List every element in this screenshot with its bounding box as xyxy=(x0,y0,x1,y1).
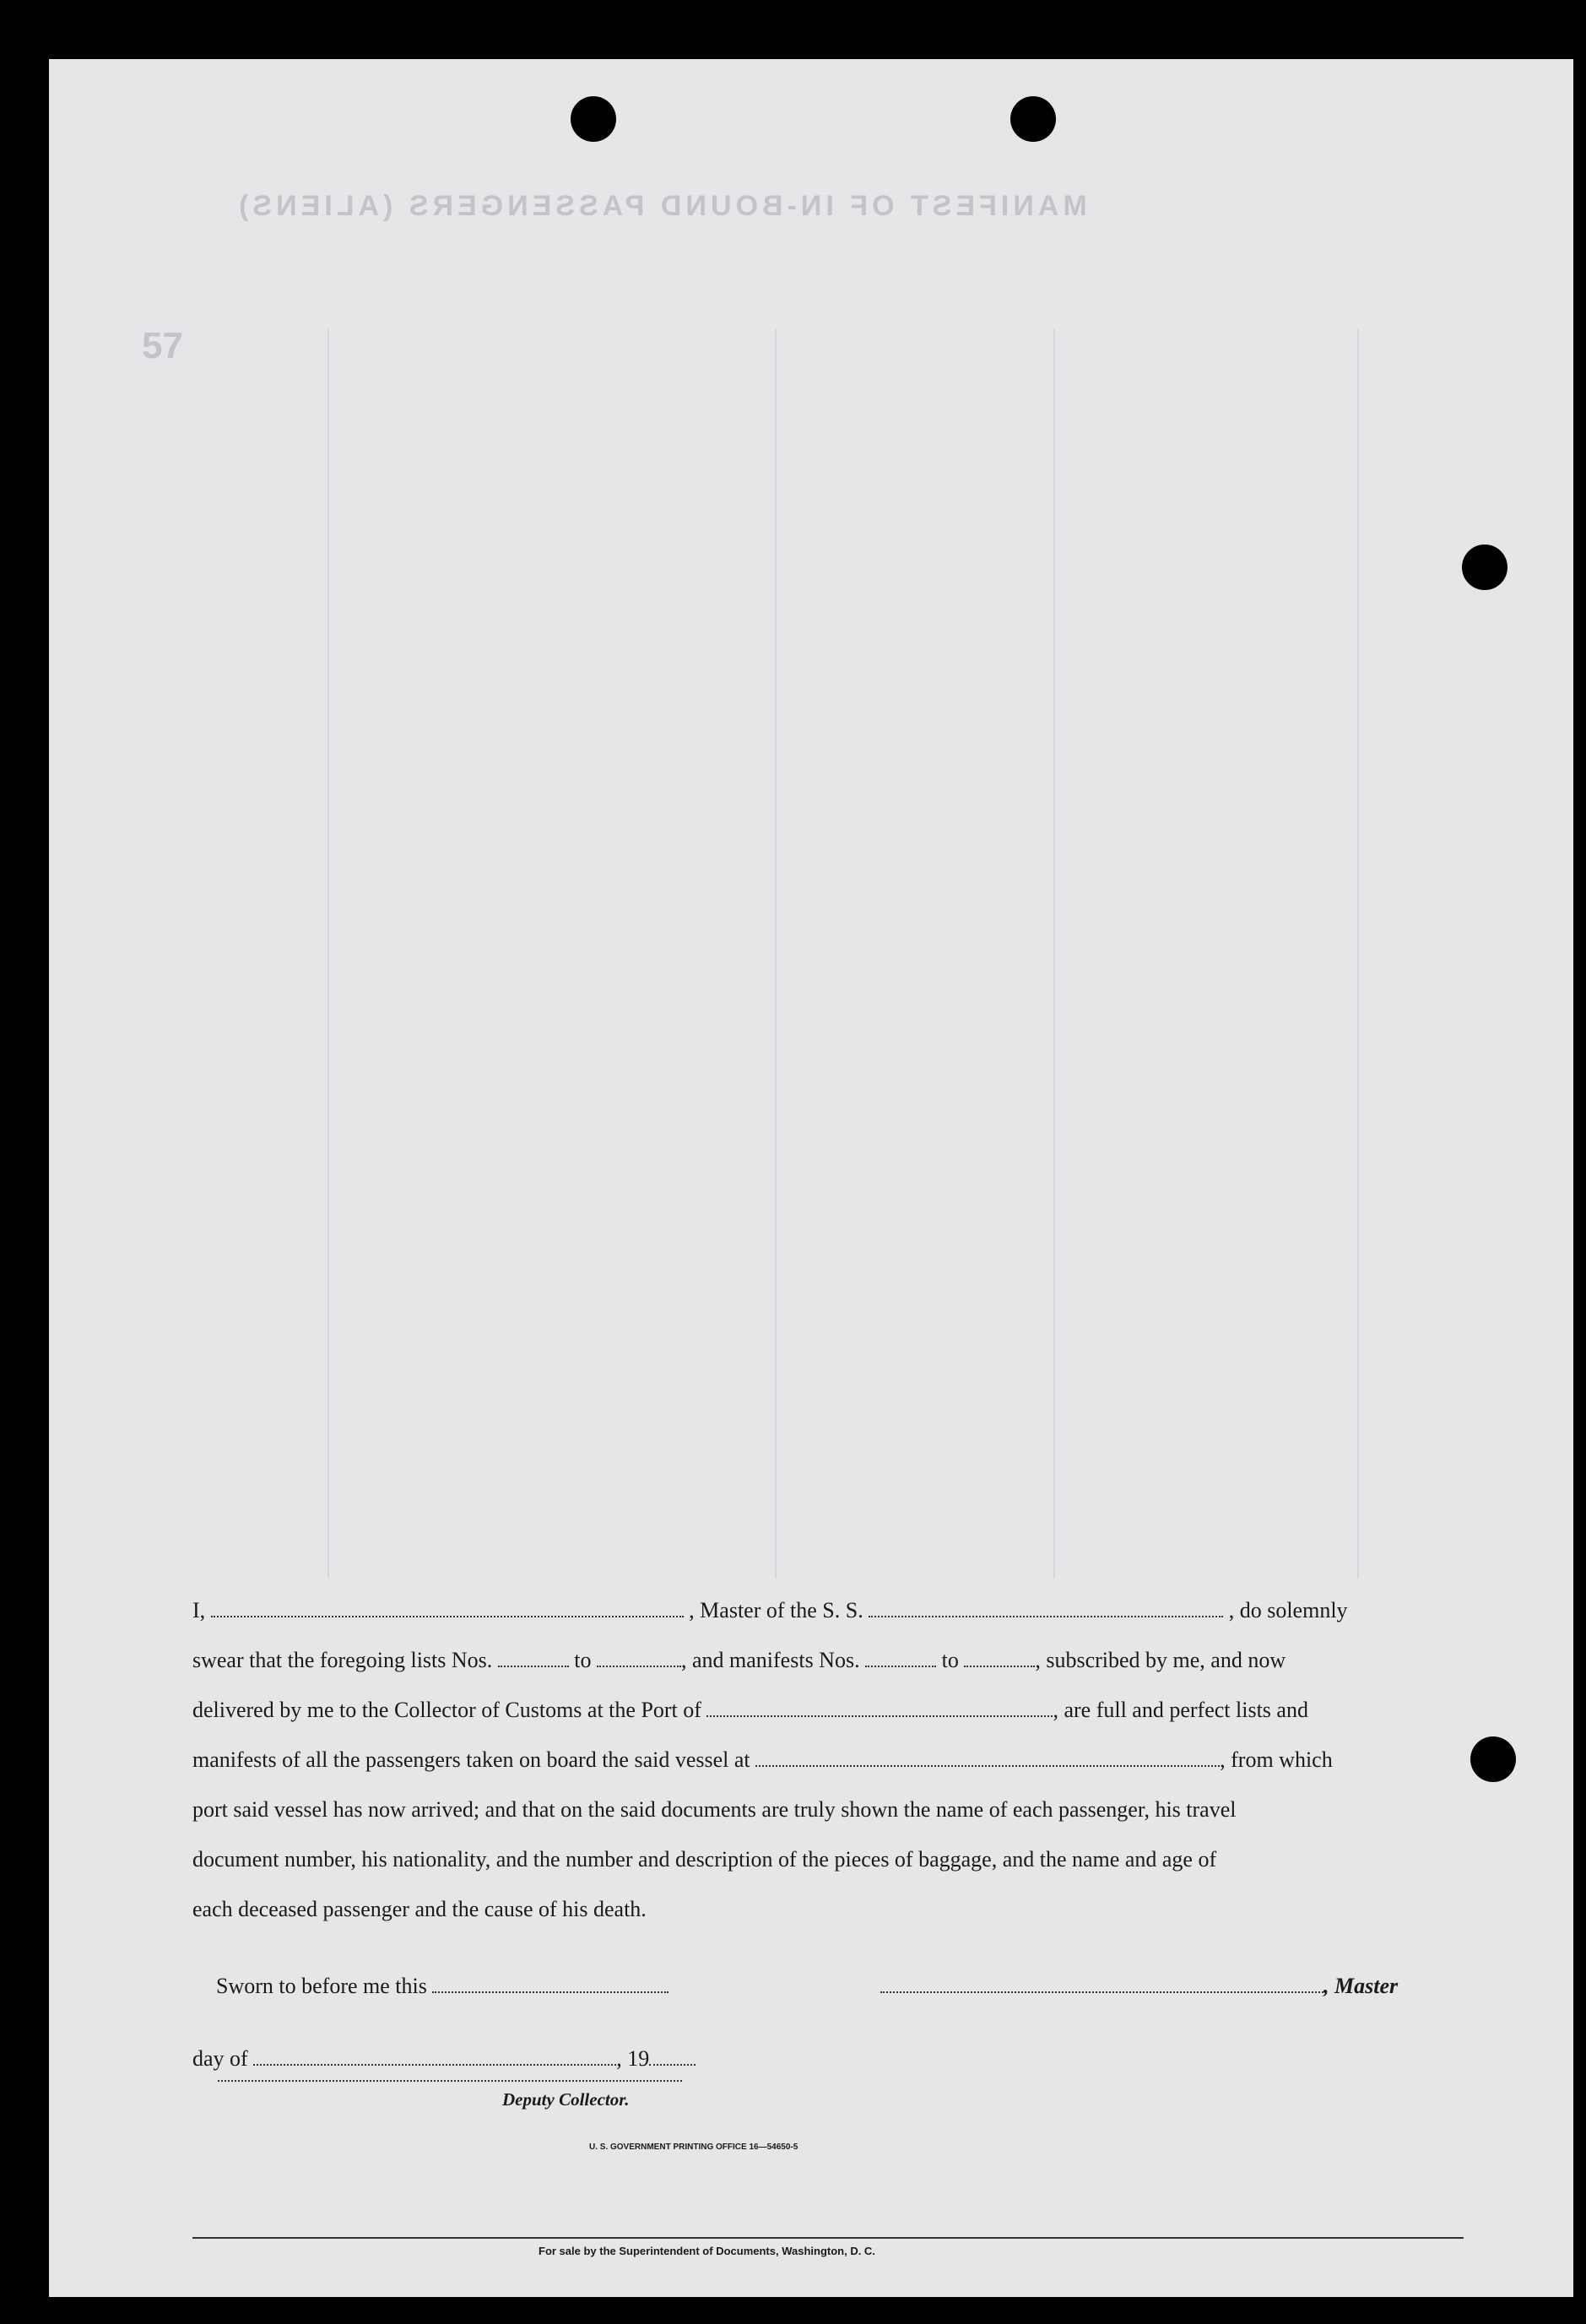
oath-line-4: manifests of all the passengers taken on board the said vessel at , from which xyxy=(192,1747,1333,1772)
punch-hole xyxy=(1470,1736,1516,1782)
ghost-column-line xyxy=(775,329,777,1579)
sale-note: For sale by the Superintendent of Documents, Washington, D. C. xyxy=(539,2245,875,2257)
printer-credit: U. S. GOVERNMENT PRINTING OFFICE 16—54650-5 xyxy=(589,2143,798,2152)
oath-line-3: delivered by me to the Collector of Customs at the Port of , are full and perfect lists and xyxy=(192,1698,1308,1722)
oath-line-6: document number, his nationality, and the number and description of the pieces of baggage, and the name and age of xyxy=(192,1847,1217,1872)
ghost-column-line xyxy=(327,329,329,1579)
punch-hole xyxy=(571,96,616,142)
deputy-signature-line xyxy=(218,2078,682,2082)
master-signature-line: , Master xyxy=(880,1974,1398,1999)
oath-line-2: swear that the foregoing lists Nos. to , and manifests Nos. to , subscribed by me, and now xyxy=(192,1648,1286,1672)
sworn-line: Sworn to before me this xyxy=(216,1974,669,1999)
document-page xyxy=(49,59,1573,2297)
deputy-collector-label: Deputy Collector. xyxy=(502,2089,630,2110)
oath-line-7: each deceased passenger and the cause of his death. xyxy=(192,1897,647,1921)
day-line: day of , 19 xyxy=(192,2046,696,2072)
oath-line-1: I, , Master of the S. S. , do solemnly xyxy=(192,1598,1348,1622)
footer-rule xyxy=(192,2237,1464,2239)
bleed-through-number: 57 xyxy=(142,325,183,366)
bleed-through-title: MANIFEST OF IN-BOUND PASSENGERS (ALIENS) xyxy=(235,190,1087,222)
ghost-column-line xyxy=(1053,329,1055,1579)
punch-hole xyxy=(1010,96,1056,142)
oath-line-5: port said vessel has now arrived; and that on the said documents are truly shown the name of each passenger, his travel xyxy=(192,1797,1237,1822)
punch-hole xyxy=(1462,544,1508,590)
ghost-column-line xyxy=(1357,329,1359,1579)
